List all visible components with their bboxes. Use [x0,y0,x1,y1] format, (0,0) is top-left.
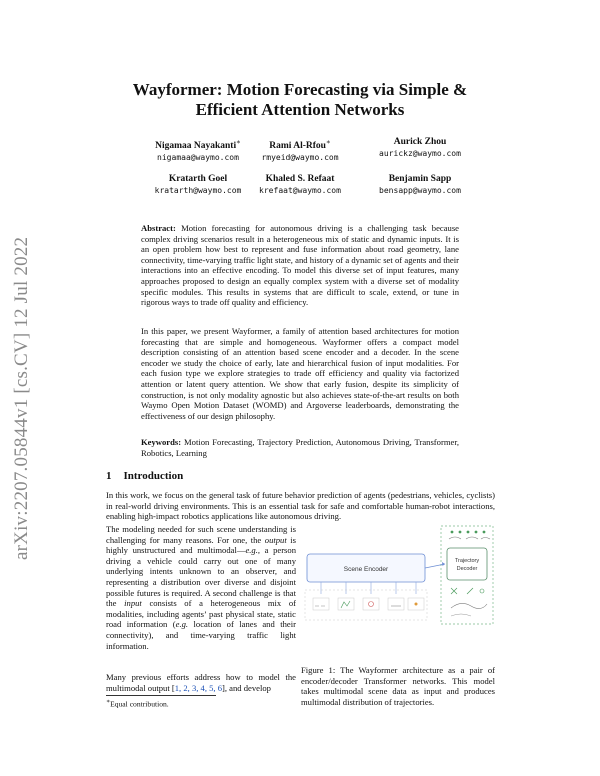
author-name: Kratarth Goel [168,174,228,184]
author-name: Nigamaa Nayakanti∗ [155,138,241,152]
author-email[interactable]: aurickz@waymo.com [379,149,461,158]
trajectory-decoder-box [447,548,487,580]
intro-paragraph-3: Many previous efforts address how to model the multimodal output [1, 2, 3, 4, 5, 6], and develop [106,672,296,693]
trajectory-decoder-label: Trajectory [454,558,480,564]
author-name: Rami Al-Rfou∗ [269,138,331,152]
author-name: Aurick Zhou [393,137,447,147]
intro-paragraph-1: In this work, we focus on the general task of future behavior prediction of agents (pedestrians, vehicles, cyclists) in real-world driving environments. This is an essential task for safe and comfortable human-robot interactions, enabling high-impact robotics applications like autonomous driving. [106,490,495,522]
keywords [141,437,459,458]
scene-encoder-label: Scene Encoder [343,566,389,573]
author-email[interactable]: rmyeid@waymo.com [261,153,339,163]
abstract-paragraph-1 [141,223,459,308]
author-email[interactable]: kratarth@waymo.com [154,186,242,195]
author-name: Khaled S. Refaat [265,174,335,184]
input-arrows [321,582,416,594]
input-scene-region [305,590,427,620]
author-email[interactable]: nigamaa@waymo.com [157,153,239,163]
section-title: Introduction [123,470,184,482]
keywords-label: Keywords: [141,437,182,447]
author-name: Benjamin Sapp [388,174,452,184]
abstract-label: Abstract: [141,223,176,233]
intro-paragraph-2: The modeling needed for such scene understanding is challenging for many reasons. For one, the output is highly unstructured and multimodal—e.g., a person driving a vehicle could carry out one of many underlying intents unknown to an observer, and representing a distribution over diverse and disjoint possible futures is required. A second challenge is that the input consists of a heterogeneous mix of modalities, including agents’ past physical state, static road information (e.g. location of lanes and their connectivity), and time-varying traffic light information. [106,524,296,651]
footnote-rule [106,695,216,696]
title-line-1: Wayformer: Motion Forecasting via Simple & [132,80,468,99]
abstract-paragraph-2: In this paper, we present Wayformer, a family of attention based architectures for motion forecasting that are simple and homogeneous. Wayformer offers a compact model description consisting of an attention based scene encoder and a decoder. In the scene encoder we study the choice of early, late and hierarchical fusion of input modalities. For each fusion type we explore strategies to trade off efficiency and quality via factorized attention or latent query attention. We show that early fusion, despite its simplicity of construction, is not only modality agnostic but also achieves state-of-the-art results on both Waymo Open Motion Dataset (WOMD) and Argoverse leaderboards, demonstrating the effectiveness of our design philosophy. [141,326,459,421]
section-heading [106,470,195,482]
paper-title [100,80,500,120]
trajectory-samples-top-icon [449,531,490,539]
author-email[interactable]: bensapp@waymo.com [379,186,461,195]
section-number: 1 [106,470,112,482]
author-email[interactable]: krefaat@waymo.com [259,186,341,195]
author-block [350,173,490,196]
arrow-head-icon [442,562,445,566]
author-block [350,136,490,159]
trajectory-samples-bottom-icon [451,588,487,616]
input-modality-icons [313,598,424,610]
encoder-to-decoder-arrow [425,564,445,568]
keywords-text: Motion Forecasting, Trajectory Prediction, Autonomous Driving, Transformer, Robotics, Learning [141,437,459,458]
title-line-2: Efficient Attention Networks [195,100,405,119]
trajectory-decoder-label-2: Decoder [456,566,478,572]
author-block [230,173,370,196]
wayformer-architecture-figure [301,524,495,660]
arxiv-identifier[interactable]: arXiv:2207.05844v1 [cs.CV] 12 Jul 2022 [11,236,32,560]
abstract-text-1: Motion forecasting for autonomous driving is a challenging task because complex driving scenarios result in a heterogeneous mix of static and dynamic inputs. It is an open problem how best to represent and fuse information about road geometry, lane connectivity, time-varying traffic light state, and history of a dynamic set of agents and their interactions into an effective encoding. To model this diverse set of input features, many approaches proposed to design an equally complex system with a diverse set of modality specific modules. This results in systems that are difficult to scale, extend, or tune in rigorous ways to trade off quality and efficiency. [141,223,459,308]
figure-caption: Figure 1: The Wayformer architecture as a pair of encoder/decoder Transformer networks. This model takes multimodal scene data as input and produces multimodal distribution of trajectories. [301,665,495,707]
citation-links[interactable]: 1, 2, 3, 4, 5, 6 [174,682,223,693]
footnote: ∗Equal contribution. [106,699,169,709]
author-block [230,136,370,163]
